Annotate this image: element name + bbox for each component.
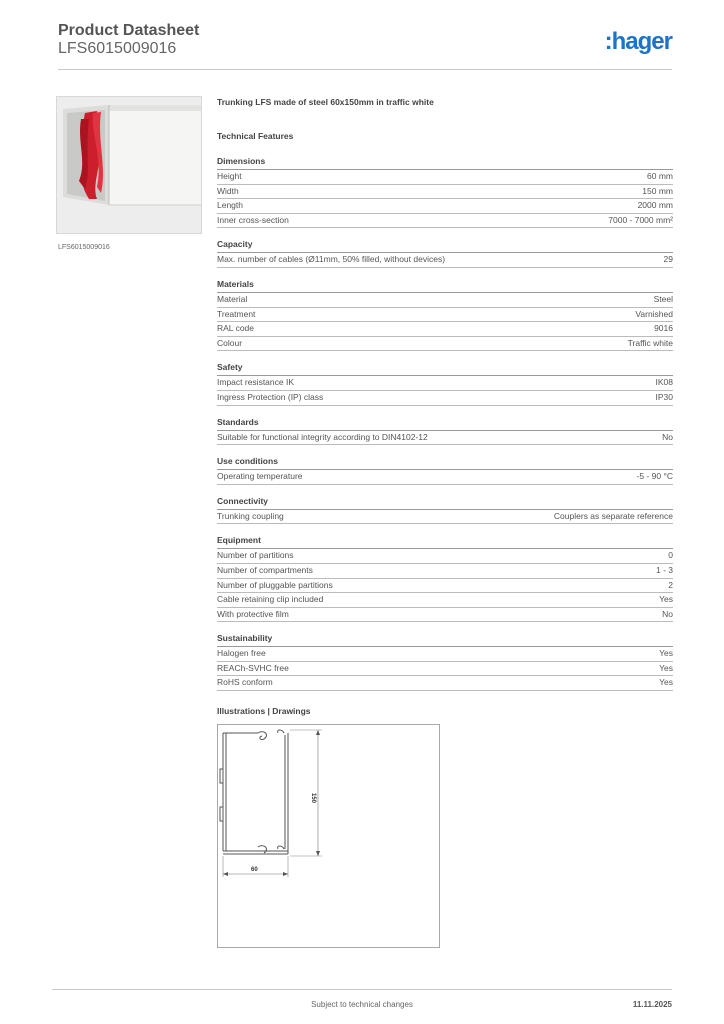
feature-group [217, 496, 673, 525]
spec-row [217, 170, 673, 185]
technical-drawing [217, 724, 440, 948]
spec-row [217, 608, 673, 623]
group-rows [217, 375, 673, 405]
spec-label: Material [217, 293, 248, 304]
document-title: Product Datasheet [58, 22, 200, 39]
spec-label: Halogen free [217, 648, 266, 659]
spec-label: Length [217, 200, 243, 211]
spec-label: With protective film [217, 608, 289, 619]
spec-row [217, 662, 673, 677]
spec-value: 2000 mm [637, 200, 673, 211]
spec-row [217, 322, 673, 337]
product-description: Trunking LFS made of steel 60x150mm in traffic white [217, 97, 434, 107]
group-title: Standards [217, 416, 259, 427]
feature-group [217, 156, 673, 228]
technical-features-title: Technical Features [217, 131, 294, 141]
feature-group [217, 633, 673, 691]
spec-label: Number of pluggable partitions [217, 579, 333, 590]
spec-label: Number of compartments [217, 564, 313, 575]
spec-label: Treatment [217, 308, 256, 319]
spec-value: Varnished [635, 308, 673, 319]
feature-groups [217, 156, 673, 691]
spec-row [217, 185, 673, 200]
spec-row [217, 308, 673, 323]
group-rows [217, 169, 673, 228]
feature-group [217, 535, 673, 622]
spec-value: IK08 [655, 377, 673, 388]
feature-group [217, 362, 673, 405]
datasheet-content [217, 96, 673, 702]
spec-value: No [662, 431, 673, 442]
product-code: LFS6015009016 [58, 40, 177, 57]
spec-value: Couplers as separate reference [553, 510, 673, 521]
spec-value: 0 [668, 550, 673, 561]
spec-row [217, 376, 673, 391]
spec-row [217, 647, 673, 662]
spec-row [217, 549, 673, 564]
page-footer [52, 989, 672, 1019]
group-rows [217, 548, 673, 622]
spec-row [217, 293, 673, 308]
spec-row [217, 337, 673, 352]
spec-row [217, 391, 673, 406]
image-caption: LFS6015009016 [58, 244, 110, 251]
spec-row [217, 510, 673, 525]
group-title: Connectivity [217, 495, 269, 506]
group-rows [217, 509, 673, 525]
group-rows [217, 252, 673, 268]
spec-label: RAL code [217, 323, 255, 334]
cross-section-drawing [218, 725, 441, 949]
group-title: Use conditions [217, 456, 278, 467]
spec-label: Suitable for functional integrity according to DIN4102-12 [217, 431, 428, 442]
width-dimension-label: 60 [251, 867, 258, 873]
group-title: Dimensions [217, 156, 266, 166]
spec-value: Steel [653, 293, 673, 304]
spec-label: Colour [217, 337, 243, 348]
footer-note: Subject to technical changes [311, 1000, 413, 1009]
spec-value: Traffic white [627, 337, 673, 348]
product-image [56, 96, 202, 234]
spec-label: Operating temperature [217, 471, 303, 482]
spec-label: Max. number of cables (Ø11mm, 50% filled, without devices) [217, 254, 446, 265]
spec-value: 150 mm [642, 185, 673, 196]
spec-value: Yes [659, 648, 673, 659]
spec-value: Yes [659, 677, 673, 688]
spec-label: Inner cross-section [217, 214, 289, 225]
height-dimension-label: 150 [310, 793, 316, 804]
group-rows [217, 469, 673, 485]
spec-label: Number of partitions [217, 550, 294, 561]
feature-group [217, 456, 673, 485]
spec-row [217, 253, 673, 268]
spec-row [217, 676, 673, 691]
spec-label: REACh-SVHC free [217, 662, 289, 673]
spec-label: Width [217, 185, 239, 196]
feature-group [217, 279, 673, 351]
group-rows [217, 430, 673, 446]
group-rows [217, 292, 673, 351]
spec-label: RoHS conform [217, 677, 273, 688]
spec-value: IP30 [655, 391, 673, 402]
spec-label: Cable retaining clip included [217, 594, 324, 605]
spec-value: 1 - 3 [655, 564, 673, 575]
spec-value: 2 [668, 579, 673, 590]
group-rows [217, 646, 673, 691]
spec-row [217, 564, 673, 579]
spec-value: 7000 - 7000 mm² [608, 214, 673, 225]
spec-value: Yes [659, 594, 673, 605]
spec-value: Yes [659, 662, 673, 673]
spec-value: 9016 [654, 323, 673, 334]
group-title: Capacity [217, 239, 253, 250]
feature-group [217, 239, 673, 268]
spec-label: Ingress Protection (IP) class [217, 391, 324, 402]
hager-logo: :hager [604, 28, 672, 55]
spec-row [217, 593, 673, 608]
group-title: Sustainability [217, 633, 273, 644]
group-title: Equipment [217, 535, 261, 546]
trunking-illustration [57, 97, 202, 234]
group-title: Safety [217, 362, 243, 373]
spec-row [217, 431, 673, 446]
spec-row [217, 470, 673, 485]
illustrations-title: Illustrations | Drawings [217, 706, 311, 716]
spec-row [217, 199, 673, 214]
spec-label: Trunking coupling [217, 510, 284, 521]
page-header [58, 22, 672, 70]
spec-value: 60 mm [647, 171, 673, 181]
spec-row [217, 579, 673, 594]
spec-value: -5 - 90 °C [636, 471, 673, 482]
spec-value: 29 [663, 254, 673, 265]
spec-value: No [662, 608, 673, 619]
spec-row [217, 214, 673, 229]
group-title: Materials [217, 278, 254, 289]
footer-date: 11.11.2025 [632, 1000, 672, 1009]
spec-label: Height [217, 171, 242, 181]
spec-label: Impact resistance IK [217, 377, 295, 388]
feature-group [217, 417, 673, 446]
